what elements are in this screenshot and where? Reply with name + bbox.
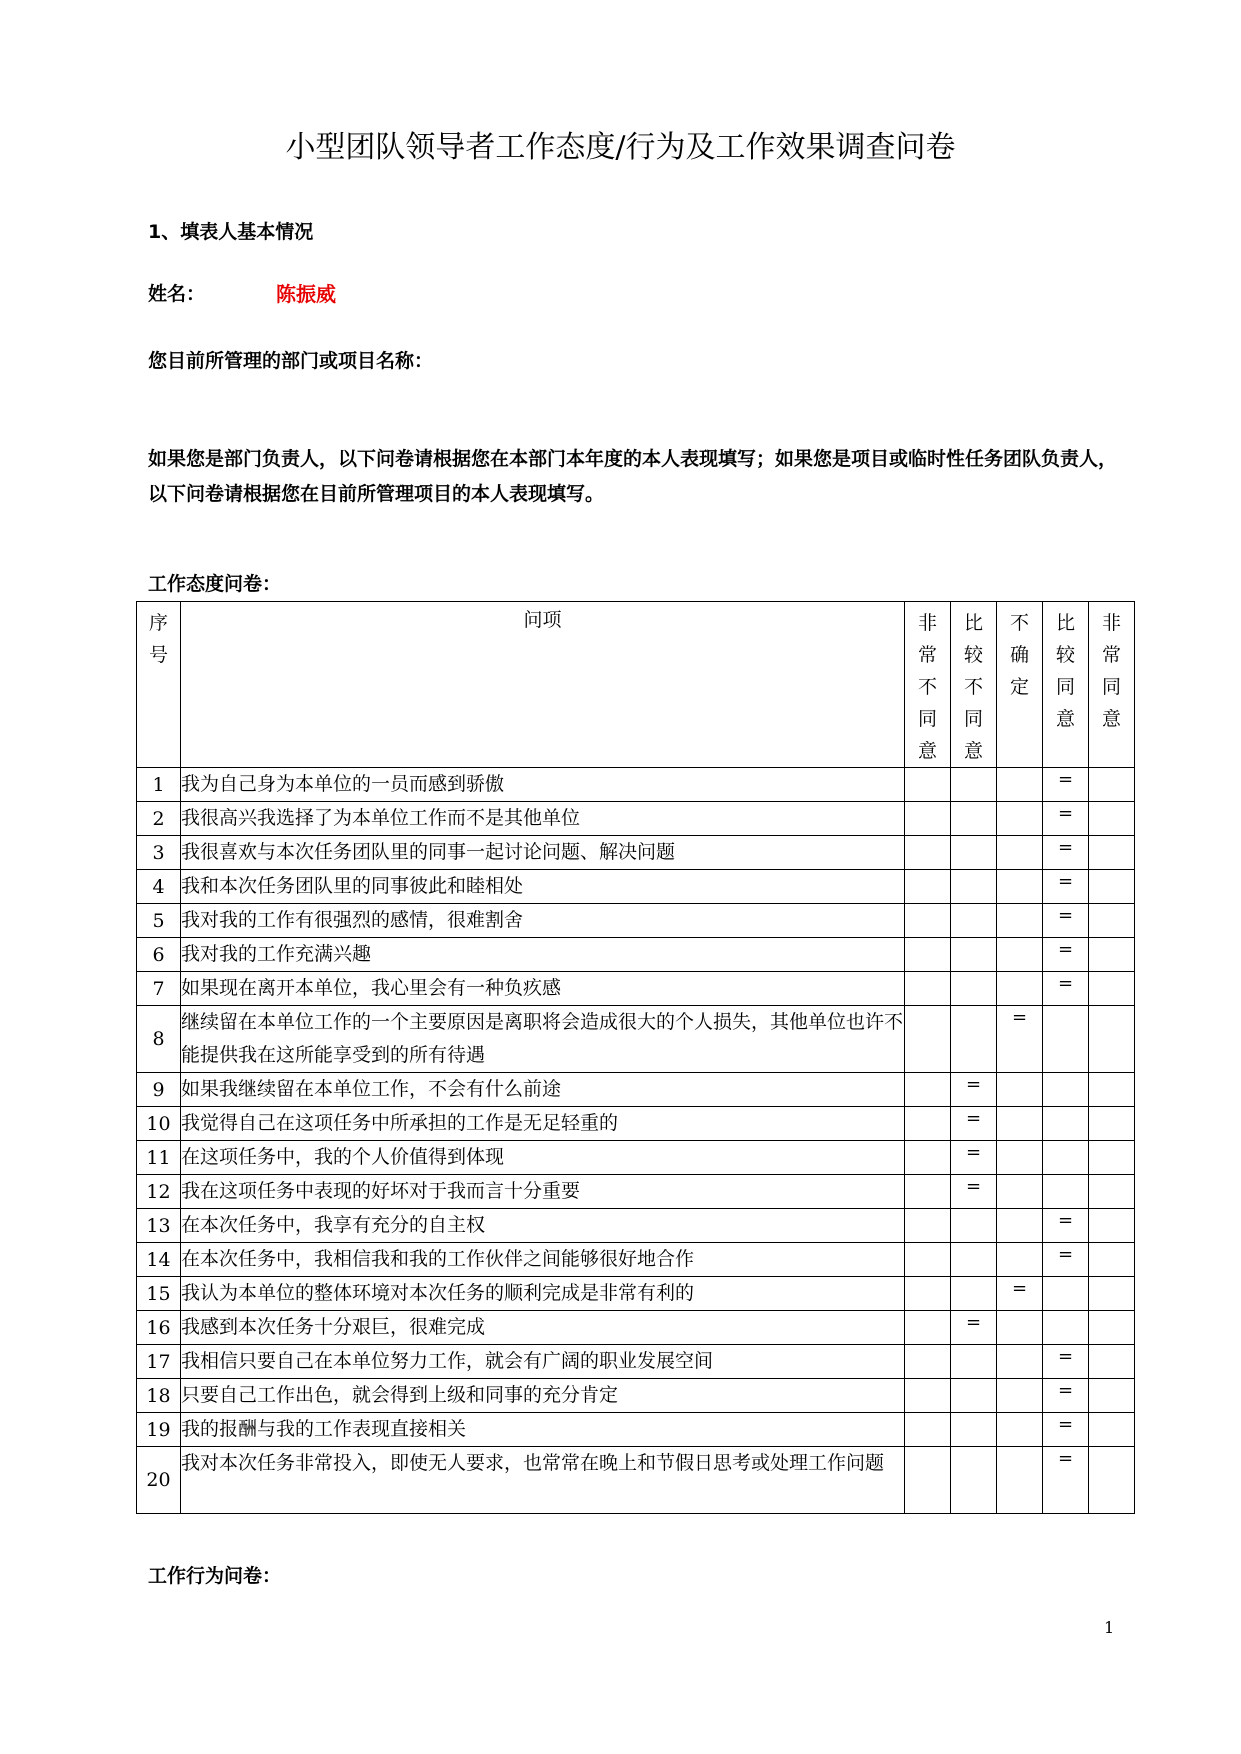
answer-cell-uncertain[interactable] <box>997 802 1043 836</box>
answer-cell-uncertain[interactable] <box>997 938 1043 972</box>
question-text: 我的报酬与我的工作表现直接相关 <box>181 1413 905 1447</box>
table-row <box>137 938 1135 972</box>
row-number: 17 <box>137 1345 181 1379</box>
question-text: 在本次任务中，我享有充分的自主权 <box>181 1209 905 1243</box>
answer-cell-somewhat-disagree[interactable]: = <box>951 1141 997 1175</box>
header-item: 问项 <box>181 602 905 768</box>
answer-cell-somewhat-disagree[interactable] <box>951 870 997 904</box>
question-text: 在本次任务中，我相信我和我的工作伙伴之间能够很好地合作 <box>181 1243 905 1277</box>
answer-cell-somewhat-agree[interactable]: = <box>1043 1447 1089 1514</box>
table-row <box>137 1311 1135 1345</box>
answer-cell-somewhat-agree[interactable]: = <box>1043 870 1089 904</box>
table-row <box>137 1243 1135 1277</box>
row-number: 6 <box>137 938 181 972</box>
answer-cell-somewhat-disagree[interactable]: = <box>951 1107 997 1141</box>
table-row <box>137 1107 1135 1141</box>
table-row <box>137 904 1135 938</box>
answer-cell-somewhat-disagree[interactable] <box>951 1345 997 1379</box>
question-text: 我和本次任务团队里的同事彼此和睦相处 <box>181 870 905 904</box>
answer-cell-strongly-agree[interactable] <box>1089 938 1135 972</box>
answer-cell-strongly-agree[interactable] <box>1089 1243 1135 1277</box>
answer-cell-strongly-agree[interactable] <box>1089 768 1135 802</box>
answer-cell-strongly-agree[interactable] <box>1089 1209 1135 1243</box>
answer-cell-uncertain[interactable]: = <box>997 1277 1043 1311</box>
questionnaire-rows <box>137 768 1135 1514</box>
question-text: 我对本次任务非常投入，即使无人要求，也常常在晚上和节假日思考或处理工作问题 <box>181 1447 905 1514</box>
answer-cell-uncertain[interactable]: = <box>997 1006 1043 1073</box>
answer-cell-strongly-agree[interactable] <box>1089 1311 1135 1345</box>
answer-cell-somewhat-agree[interactable]: = <box>1043 1345 1089 1379</box>
behavior-questionnaire-heading: 工作行为问卷： <box>148 1565 282 1587</box>
answer-cell-somewhat-agree[interactable]: = <box>1043 904 1089 938</box>
answer-cell-uncertain[interactable] <box>997 836 1043 870</box>
answer-cell-somewhat-disagree[interactable] <box>951 836 997 870</box>
answer-cell-strongly-disagree[interactable] <box>905 904 951 938</box>
answer-cell-strongly-disagree[interactable] <box>905 938 951 972</box>
answer-cell-uncertain[interactable] <box>997 1413 1043 1447</box>
answer-cell-somewhat-agree[interactable]: = <box>1043 938 1089 972</box>
answer-cell-somewhat-disagree[interactable] <box>951 1243 997 1277</box>
instructions-paragraph: 如果您是部门负责人，以下问卷请根据您在本部门本年度的本人表现填写；如果您是项目或临时性任务团队负责人，以下问卷请根据您在目前所管理项目的本人表现填写。 <box>148 448 1118 505</box>
row-number: 3 <box>137 836 181 870</box>
row-number: 9 <box>137 1073 181 1107</box>
header-strongly-disagree: 非常不同意 <box>905 602 951 768</box>
row-number: 18 <box>137 1379 181 1413</box>
table-row <box>137 1141 1135 1175</box>
answer-cell-somewhat-disagree[interactable] <box>951 1447 997 1514</box>
answer-cell-strongly-agree[interactable] <box>1089 802 1135 836</box>
answer-cell-strongly-agree[interactable] <box>1089 836 1135 870</box>
page-number: 1 <box>1104 1618 1115 1637</box>
answer-cell-strongly-disagree[interactable] <box>905 1447 951 1514</box>
row-number: 14 <box>137 1243 181 1277</box>
row-number: 12 <box>137 1175 181 1209</box>
question-text: 我觉得自己在这项任务中所承担的工作是无足轻重的 <box>181 1107 905 1141</box>
answer-cell-somewhat-disagree[interactable] <box>951 1413 997 1447</box>
row-number: 5 <box>137 904 181 938</box>
row-number: 19 <box>137 1413 181 1447</box>
answer-cell-uncertain[interactable] <box>997 768 1043 802</box>
table-row <box>137 836 1135 870</box>
question-text: 我认为本单位的整体环境对本次任务的顺利完成是非常有利的 <box>181 1277 905 1311</box>
table-row <box>137 1345 1135 1379</box>
question-text: 我相信只要自己在本单位努力工作，就会有广阔的职业发展空间 <box>181 1345 905 1379</box>
answer-cell-strongly-disagree[interactable] <box>905 802 951 836</box>
answer-cell-somewhat-agree[interactable] <box>1043 1006 1089 1073</box>
answer-cell-strongly-disagree[interactable] <box>905 1277 951 1311</box>
answer-cell-uncertain[interactable] <box>997 1311 1043 1345</box>
answer-cell-strongly-agree[interactable] <box>1089 1006 1135 1073</box>
answer-cell-strongly-disagree[interactable] <box>905 768 951 802</box>
answer-cell-somewhat-agree[interactable] <box>1043 1107 1089 1141</box>
answer-cell-somewhat-disagree[interactable]: = <box>951 1311 997 1345</box>
row-number: 16 <box>137 1311 181 1345</box>
answer-cell-uncertain[interactable] <box>997 1141 1043 1175</box>
answer-cell-somewhat-agree[interactable]: = <box>1043 1209 1089 1243</box>
answer-cell-somewhat-agree[interactable]: = <box>1043 1243 1089 1277</box>
table-row <box>137 1277 1135 1311</box>
answer-cell-somewhat-disagree[interactable] <box>951 1379 997 1413</box>
answer-cell-strongly-disagree[interactable] <box>905 1345 951 1379</box>
answer-cell-strongly-disagree[interactable] <box>905 1175 951 1209</box>
answer-cell-somewhat-disagree[interactable] <box>951 938 997 972</box>
row-number: 2 <box>137 802 181 836</box>
question-text: 我很高兴我选择了为本单位工作而不是其他单位 <box>181 802 905 836</box>
question-text: 我为自己身为本单位的一员而感到骄傲 <box>181 768 905 802</box>
table-row <box>137 1006 1135 1073</box>
answer-cell-strongly-agree[interactable] <box>1089 1379 1135 1413</box>
answer-cell-strongly-disagree[interactable] <box>905 1209 951 1243</box>
table-row <box>137 1447 1135 1514</box>
answer-cell-uncertain[interactable] <box>997 870 1043 904</box>
answer-cell-strongly-disagree[interactable] <box>905 972 951 1006</box>
answer-cell-somewhat-agree[interactable] <box>1043 1073 1089 1107</box>
question-text: 我很喜欢与本次任务团队里的同事一起讨论问题、解决问题 <box>181 836 905 870</box>
table-row <box>137 1073 1135 1107</box>
table-row <box>137 972 1135 1006</box>
question-text: 如果我继续留在本单位工作，不会有什么前途 <box>181 1073 905 1107</box>
answer-cell-somewhat-disagree[interactable]: = <box>951 1073 997 1107</box>
answer-cell-somewhat-disagree[interactable] <box>951 768 997 802</box>
answer-cell-uncertain[interactable] <box>997 904 1043 938</box>
answer-cell-strongly-disagree[interactable] <box>905 1413 951 1447</box>
answer-cell-strongly-disagree[interactable] <box>905 836 951 870</box>
table-row <box>137 1413 1135 1447</box>
answer-cell-strongly-disagree[interactable] <box>905 1379 951 1413</box>
answer-cell-somewhat-agree[interactable]: = <box>1043 1379 1089 1413</box>
answer-cell-somewhat-disagree[interactable] <box>951 1006 997 1073</box>
table-row <box>137 768 1135 802</box>
header-uncertain: 不确定 <box>997 602 1043 768</box>
answer-cell-somewhat-agree[interactable] <box>1043 1141 1089 1175</box>
answer-cell-somewhat-agree[interactable]: = <box>1043 1413 1089 1447</box>
question-text: 我对我的工作充满兴趣 <box>181 938 905 972</box>
answer-cell-somewhat-disagree[interactable] <box>951 904 997 938</box>
answer-cell-strongly-agree[interactable] <box>1089 1345 1135 1379</box>
question-text: 继续留在本单位工作的一个主要原因是离职将会造成很大的个人损失，其他单位也许不能提供我在这所能享受到的所有待遇 <box>181 1006 905 1073</box>
question-text: 我对我的工作有很强烈的感情，很难割舍 <box>181 904 905 938</box>
answer-cell-strongly-disagree[interactable] <box>905 1073 951 1107</box>
section-basic-info-heading: 1、填表人基本情况 <box>148 221 314 243</box>
row-number: 10 <box>137 1107 181 1141</box>
question-text: 在这项任务中，我的个人价值得到体现 <box>181 1141 905 1175</box>
question-text: 只要自己工作出色，就会得到上级和同事的充分肯定 <box>181 1379 905 1413</box>
answer-cell-strongly-agree[interactable] <box>1089 904 1135 938</box>
answer-cell-strongly-disagree[interactable] <box>905 1107 951 1141</box>
question-text: 如果现在离开本单位，我心里会有一种负疚感 <box>181 972 905 1006</box>
answer-cell-somewhat-agree[interactable]: = <box>1043 802 1089 836</box>
header-somewhat-agree: 比较同意 <box>1043 602 1089 768</box>
row-number: 13 <box>137 1209 181 1243</box>
table-row <box>137 802 1135 836</box>
answer-cell-strongly-disagree[interactable] <box>905 870 951 904</box>
row-number: 8 <box>137 1006 181 1073</box>
question-text: 我在这项任务中表现的好坏对于我而言十分重要 <box>181 1175 905 1209</box>
answer-cell-somewhat-disagree[interactable] <box>951 802 997 836</box>
attitude-questionnaire-heading: 工作态度问卷： <box>148 573 282 595</box>
answer-cell-strongly-disagree[interactable] <box>905 1006 951 1073</box>
answer-cell-somewhat-disagree[interactable]: = <box>951 1175 997 1209</box>
answer-cell-somewhat-agree[interactable]: = <box>1043 836 1089 870</box>
answer-cell-somewhat-agree[interactable] <box>1043 1311 1089 1345</box>
answer-cell-strongly-agree[interactable] <box>1089 1447 1135 1514</box>
answer-cell-strongly-agree[interactable] <box>1089 870 1135 904</box>
answer-cell-somewhat-agree[interactable]: = <box>1043 972 1089 1006</box>
table-row <box>137 870 1135 904</box>
table-row <box>137 1209 1135 1243</box>
attitude-questionnaire-table <box>136 601 1135 1514</box>
answer-cell-uncertain[interactable] <box>997 1345 1043 1379</box>
answer-cell-strongly-agree[interactable] <box>1089 1073 1135 1107</box>
answer-cell-strongly-disagree[interactable] <box>905 1243 951 1277</box>
row-number: 4 <box>137 870 181 904</box>
answer-cell-strongly-disagree[interactable] <box>905 1141 951 1175</box>
answer-cell-somewhat-agree[interactable] <box>1043 1277 1089 1311</box>
row-number: 7 <box>137 972 181 1006</box>
answer-cell-uncertain[interactable] <box>997 1447 1043 1514</box>
row-number: 1 <box>137 768 181 802</box>
answer-cell-strongly-disagree[interactable] <box>905 1311 951 1345</box>
answer-cell-somewhat-disagree[interactable] <box>951 1277 997 1311</box>
header-seq: 序号 <box>137 602 181 768</box>
department-label: 您目前所管理的部门或项目名称： <box>148 350 434 372</box>
table-row <box>137 1175 1135 1209</box>
answer-cell-strongly-agree[interactable] <box>1089 1175 1135 1209</box>
answer-cell-strongly-agree[interactable] <box>1089 1277 1135 1311</box>
name-value[interactable]: 陈振威 <box>276 282 336 306</box>
answer-cell-somewhat-disagree[interactable] <box>951 1209 997 1243</box>
answer-cell-somewhat-disagree[interactable] <box>951 972 997 1006</box>
header-somewhat-disagree: 比较不同意 <box>951 602 997 768</box>
answer-cell-uncertain[interactable] <box>997 1107 1043 1141</box>
row-number: 20 <box>137 1447 181 1514</box>
answer-cell-strongly-agree[interactable] <box>1089 1107 1135 1141</box>
row-number: 15 <box>137 1277 181 1311</box>
header-strongly-agree: 非常同意 <box>1089 602 1135 768</box>
answer-cell-uncertain[interactable] <box>997 1243 1043 1277</box>
table-row <box>137 1379 1135 1413</box>
question-text: 我感到本次任务十分艰巨，很难完成 <box>181 1311 905 1345</box>
answer-cell-uncertain[interactable] <box>997 1379 1043 1413</box>
answer-cell-somewhat-agree[interactable]: = <box>1043 768 1089 802</box>
row-number: 11 <box>137 1141 181 1175</box>
answer-cell-strongly-agree[interactable] <box>1089 1141 1135 1175</box>
answer-cell-strongly-agree[interactable] <box>1089 972 1135 1006</box>
answer-cell-uncertain[interactable] <box>997 972 1043 1006</box>
page-title: 小型团队领导者工作态度/行为及工作效果调查问卷 <box>285 130 956 165</box>
answer-cell-uncertain[interactable] <box>997 1073 1043 1107</box>
answer-cell-strongly-agree[interactable] <box>1089 1413 1135 1447</box>
answer-cell-uncertain[interactable] <box>997 1209 1043 1243</box>
name-label: 姓名： <box>148 283 206 305</box>
answer-cell-somewhat-agree[interactable] <box>1043 1175 1089 1209</box>
answer-cell-uncertain[interactable] <box>997 1175 1043 1209</box>
